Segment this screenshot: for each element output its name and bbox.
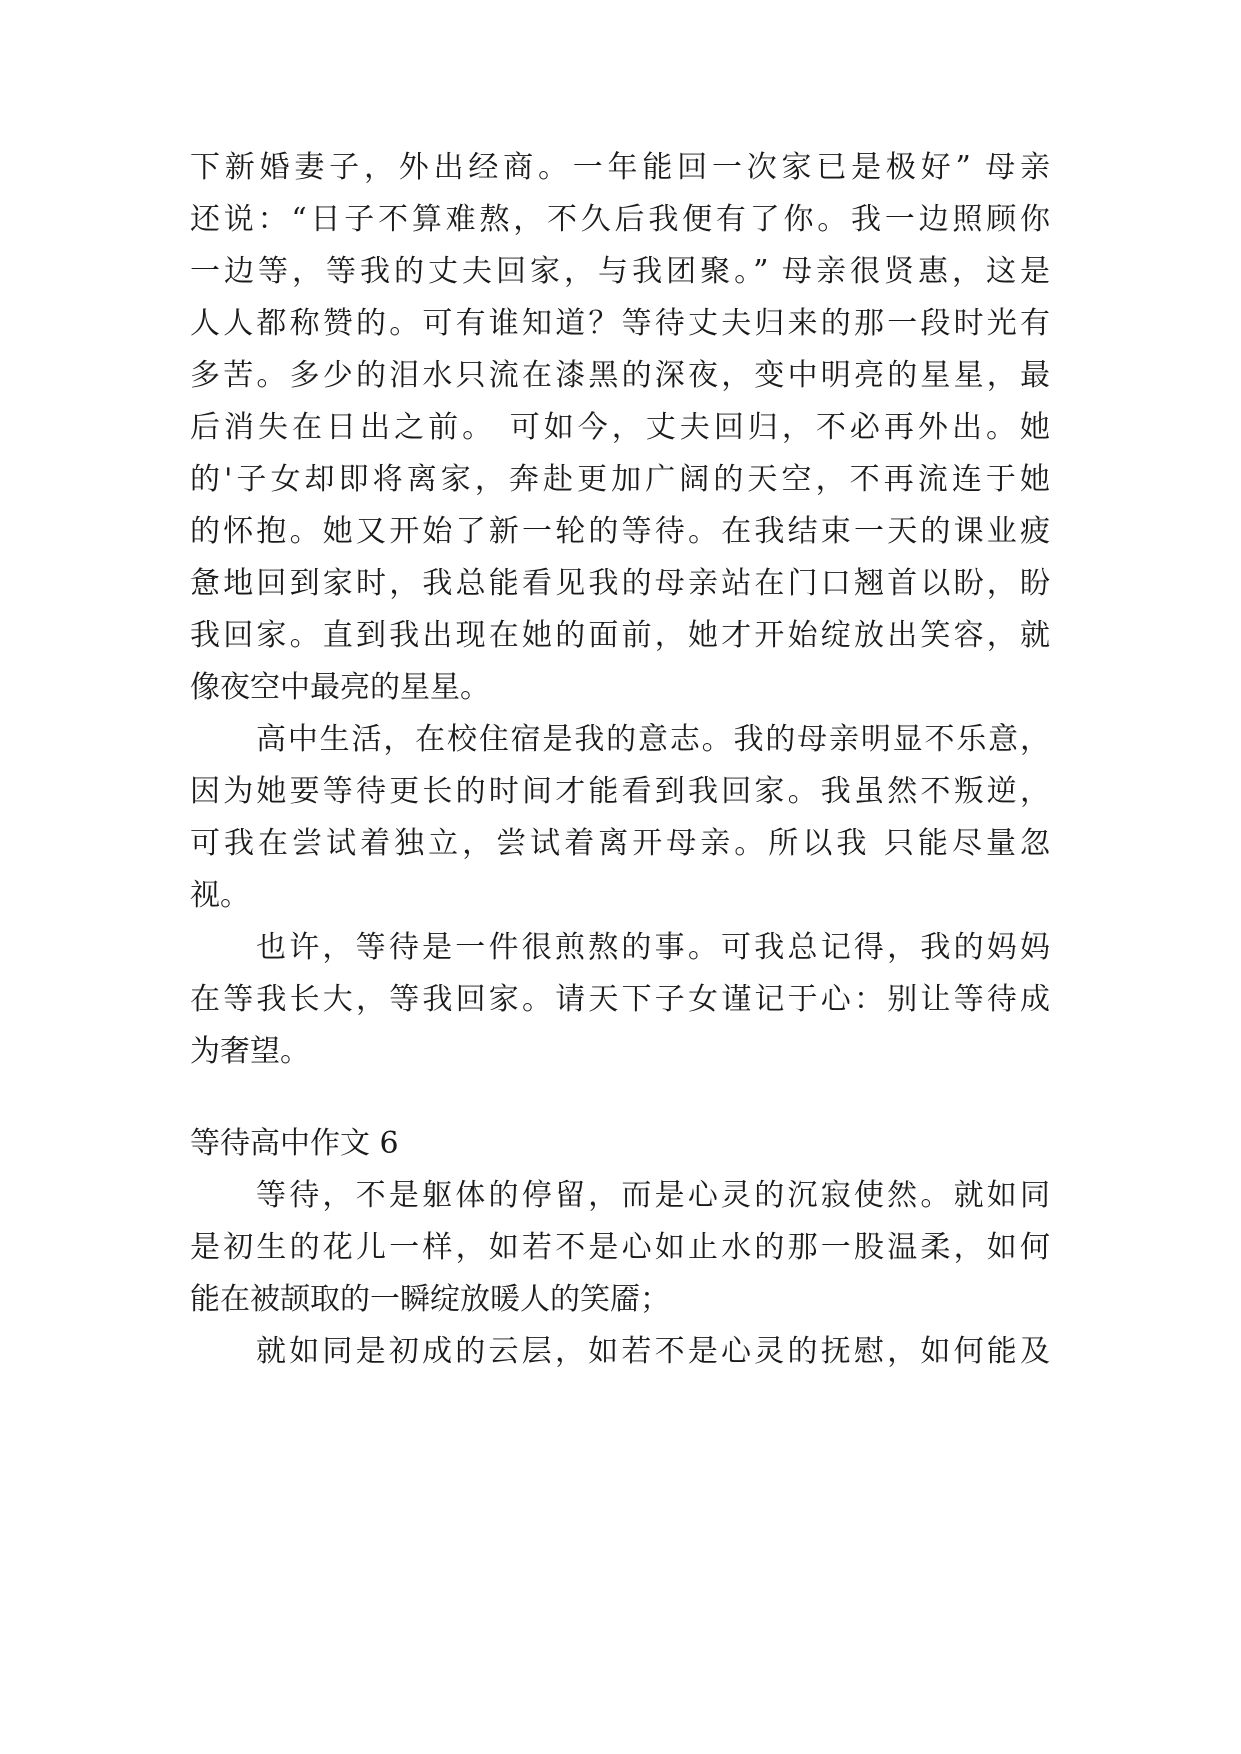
text-line: 等待，不是躯体的停留，而是心灵的沉寂使然。就如同 — [256, 1178, 1050, 1213]
text-line: 下新婚妻子，外出经商。一年能回一次家已是极好” 母亲 — [190, 150, 1050, 185]
text-line: 还说：“日子不算难熬，不久后我便有了你。我一边照顾你 — [190, 202, 1050, 237]
text-line: 在等我长大，等我回家。请天下子女谨记于心：别让等待成 — [190, 982, 1050, 1017]
text-line: 视。 — [190, 878, 250, 913]
text-line: 能在被颉取的一瞬绽放暖人的笑靥； — [190, 1282, 670, 1317]
text-line: 多苦。多少的泪水只流在漆黑的深夜，变中明亮的星星，最 — [190, 358, 1050, 393]
text-line: 可我在尝试着独立，尝试着离开母亲。所以我 只能尽量忽 — [190, 826, 1050, 861]
text-line: 的'子女却即将离家，奔赴更加广阔的天空，不再流连于她 — [190, 462, 1050, 497]
text-line: 人人都称赞的。可有谁知道？等待丈夫归来的那一段时光有 — [190, 306, 1050, 341]
text-line: 是初生的花儿一样，如若不是心如止水的那一股温柔，如何 — [190, 1230, 1050, 1265]
text-line: 也许，等待是一件很煎熬的事。可我总记得，我的妈妈 — [256, 930, 1050, 965]
text-line: 像夜空中最亮的星星。 — [190, 670, 490, 705]
text-line: 就如同是初成的云层，如若不是心灵的抚慰，如何能及 — [256, 1334, 1050, 1369]
text-line: 一边等，等我的丈夫回家，与我团聚。” 母亲很贤惠，这是 — [190, 254, 1050, 289]
text-line: 惫地回到家时，我总能看见我的母亲站在门口翘首以盼，盼 — [190, 566, 1050, 601]
text-line: 的怀抱。她又开始了新一轮的等待。在我结束一天的课业疲 — [190, 514, 1050, 549]
text-line: 为奢望。 — [190, 1034, 310, 1069]
text-line: 后消失在日出之前。 可如今，丈夫回归，不必再外出。她 — [190, 410, 1050, 445]
section-title: 等待高中作文 6 — [190, 1126, 399, 1161]
text-line: 因为她要等待更长的时间才能看到我回家。我虽然不叛逆， — [190, 774, 1050, 809]
text-line: 高中生活，在校住宿是我的意志。我的母亲明显不乐意， — [256, 722, 1050, 757]
text-line: 我回家。直到我出现在她的面前，她才开始绽放出笑容，就 — [190, 618, 1050, 653]
